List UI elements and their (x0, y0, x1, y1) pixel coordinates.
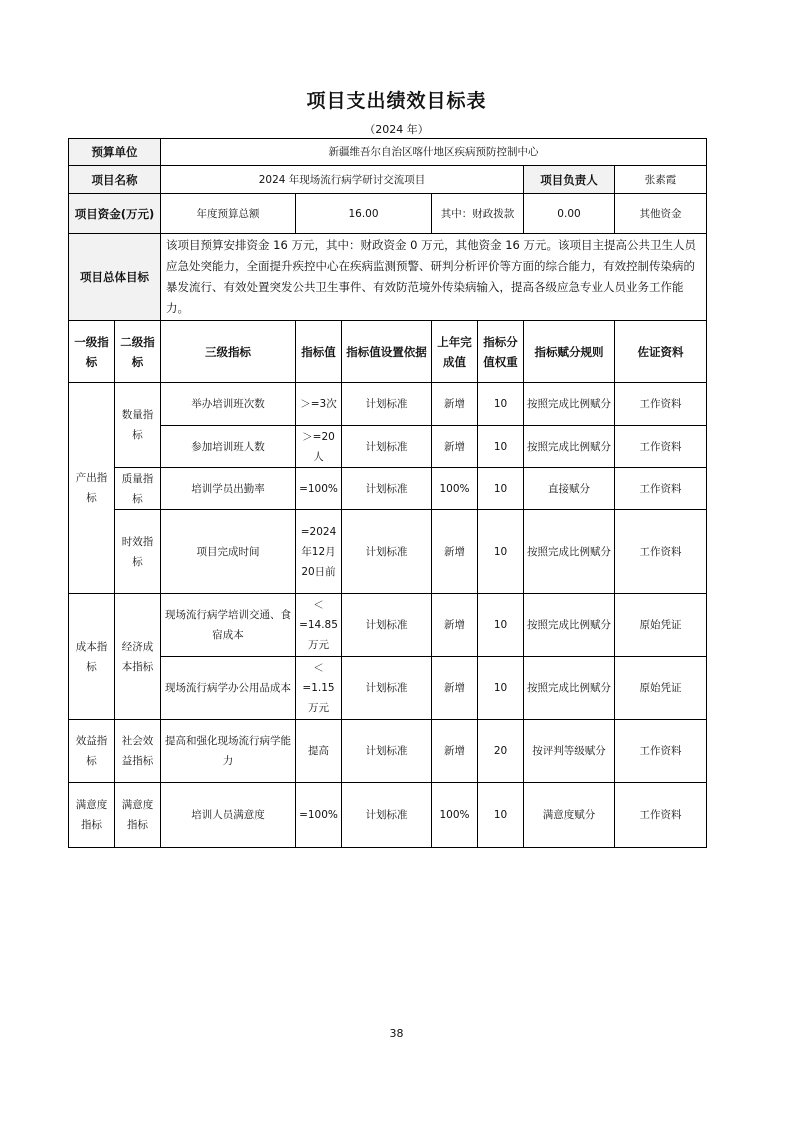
indicator-name: 现场流行病学办公用品成本 (161, 657, 296, 720)
indicator-evidence: 工作资料 (615, 426, 707, 468)
overall-goal-text: 该项目预算安排资金 16 万元，其中：财政资金 0 万元，其他资金 16 万元。该项目主提高公共卫生人员应急处突能力，全面提升疾控中心在疾病监测预警、研判分析评价等方面的综合能力，有效控制传染病的暴发流行、有效处置突发公共卫生事件、有效防范境外传染病输入，提高各级应急专业人员业务工作能力。 (161, 234, 707, 321)
project-owner-value: 张素霞 (615, 166, 707, 194)
project-name-label: 项目名称 (69, 166, 161, 194)
table-row (69, 426, 707, 468)
indicator-last-year: 新增 (432, 720, 478, 783)
indicator-name: 现场流行病学培训交通、食宿成本 (161, 594, 296, 657)
header-value: 指标值 (296, 321, 342, 383)
indicator-name: 培训学员出勤率 (161, 468, 296, 510)
indicator-name: 培训人员满意度 (161, 783, 296, 848)
indicator-value: =100% (296, 468, 342, 510)
indicator-basis: 计划标准 (342, 594, 432, 657)
budget-unit-value: 新疆维吾尔自治区喀什地区疾病预防控制中心 (161, 139, 707, 166)
indicator-rule: 按照完成比例赋分 (524, 383, 615, 426)
indicator-rule: 按评判等级赋分 (524, 720, 615, 783)
other-funds-label: 其他资金 (615, 194, 707, 234)
indicator-basis: 计划标准 (342, 657, 432, 720)
project-owner-label: 项目负责人 (524, 166, 615, 194)
header-level3: 三级指标 (161, 321, 296, 383)
header-level1: 一级指标 (69, 321, 115, 383)
indicator-value: 提高 (296, 720, 342, 783)
indicator-basis: 计划标准 (342, 720, 432, 783)
indicator-rule: 满意度赋分 (524, 783, 615, 848)
indicator-basis: 计划标准 (342, 468, 432, 510)
table-row (69, 783, 707, 848)
indicator-weight: 20 (478, 720, 524, 783)
indicator-weight: 10 (478, 594, 524, 657)
table-row (69, 510, 707, 594)
header-level2: 二级指标 (115, 321, 161, 383)
indicator-last-year: 新增 (432, 657, 478, 720)
indicator-rule: 按照完成比例赋分 (524, 594, 615, 657)
indicator-name: 提高和强化现场流行病学能力 (161, 720, 296, 783)
page-title: 项目支出绩效目标表 (306, 90, 487, 112)
indicator-weight: 10 (478, 426, 524, 468)
level1-satisfaction: 满意度指标 (69, 783, 115, 848)
indicator-evidence: 工作资料 (615, 720, 707, 783)
indicator-basis: 计划标准 (342, 783, 432, 848)
indicator-evidence: 工作资料 (615, 510, 707, 594)
table-row (69, 468, 707, 510)
indicator-evidence: 原始凭证 (615, 657, 707, 720)
indicator-value: ＞=3次 (296, 383, 342, 426)
indicator-name: 举办培训班次数 (161, 383, 296, 426)
indicator-last-year: 新增 (432, 426, 478, 468)
indicator-evidence: 工作资料 (615, 783, 707, 848)
level1-output: 产出指标 (69, 383, 115, 594)
table-row (69, 383, 707, 426)
level2-quality: 质量指标 (115, 468, 161, 510)
indicator-weight: 10 (478, 783, 524, 848)
year-label: （2024 年） (364, 123, 429, 136)
level1-benefit: 效益指标 (69, 720, 115, 783)
level2-social-benefit: 社会效益指标 (115, 720, 161, 783)
level2-timeliness: 时效指标 (115, 510, 161, 594)
annual-budget-label: 年度预算总额 (161, 194, 296, 234)
indicator-weight: 10 (478, 510, 524, 594)
performance-target-table (68, 138, 707, 848)
header-weight: 指标分值权重 (478, 321, 524, 383)
level2-quantity: 数量指标 (115, 383, 161, 468)
indicator-weight: 10 (478, 468, 524, 510)
indicator-value: =100% (296, 783, 342, 848)
level1-cost: 成本指标 (69, 594, 115, 720)
table-row (69, 594, 707, 657)
indicator-last-year: 新增 (432, 383, 478, 426)
fiscal-funds-value: 0.00 (524, 194, 615, 234)
indicator-evidence: 工作资料 (615, 468, 707, 510)
indicator-rule: 按照完成比例赋分 (524, 426, 615, 468)
header-basis: 指标值设置依据 (342, 321, 432, 383)
header-rule: 指标赋分规则 (524, 321, 615, 383)
indicator-basis: 计划标准 (342, 426, 432, 468)
indicator-basis: 计划标准 (342, 383, 432, 426)
indicator-name: 项目完成时间 (161, 510, 296, 594)
project-name-value: 2024 年现场流行病学研讨交流项目 (161, 166, 524, 194)
indicator-weight: 10 (478, 657, 524, 720)
level2-economic-cost: 经济成本指标 (115, 594, 161, 720)
table-row (69, 720, 707, 783)
indicator-weight: 10 (478, 383, 524, 426)
indicator-name: 参加培训班人数 (161, 426, 296, 468)
indicator-last-year: 新增 (432, 510, 478, 594)
indicator-rule: 按照完成比例赋分 (524, 510, 615, 594)
annual-budget-value: 16.00 (296, 194, 432, 234)
indicator-last-year: 100% (432, 783, 478, 848)
header-evidence: 佐证资料 (615, 321, 707, 383)
indicator-rule: 直接赋分 (524, 468, 615, 510)
indicator-value: ＜=14.85万元 (296, 594, 342, 657)
header-last-year: 上年完成值 (432, 321, 478, 383)
indicator-basis: 计划标准 (342, 510, 432, 594)
table-row (69, 657, 707, 720)
page-number: 38 (389, 1027, 404, 1040)
indicator-last-year: 新增 (432, 594, 478, 657)
fiscal-funds-label: 其中：财政拨款 (432, 194, 524, 234)
indicator-rule: 按照完成比例赋分 (524, 657, 615, 720)
budget-unit-label: 预算单位 (69, 139, 161, 166)
indicator-evidence: 工作资料 (615, 383, 707, 426)
indicator-value: ＜=1.15万元 (296, 657, 342, 720)
indicator-last-year: 100% (432, 468, 478, 510)
overall-goal-label: 项目总体目标 (69, 234, 161, 321)
indicator-evidence: 原始凭证 (615, 594, 707, 657)
indicator-value: =2024年12月20日前 (296, 510, 342, 594)
level2-satisfaction: 满意度指标 (115, 783, 161, 848)
project-funds-label: 项目资金(万元) (69, 194, 161, 234)
indicator-value: ＞=20人 (296, 426, 342, 468)
